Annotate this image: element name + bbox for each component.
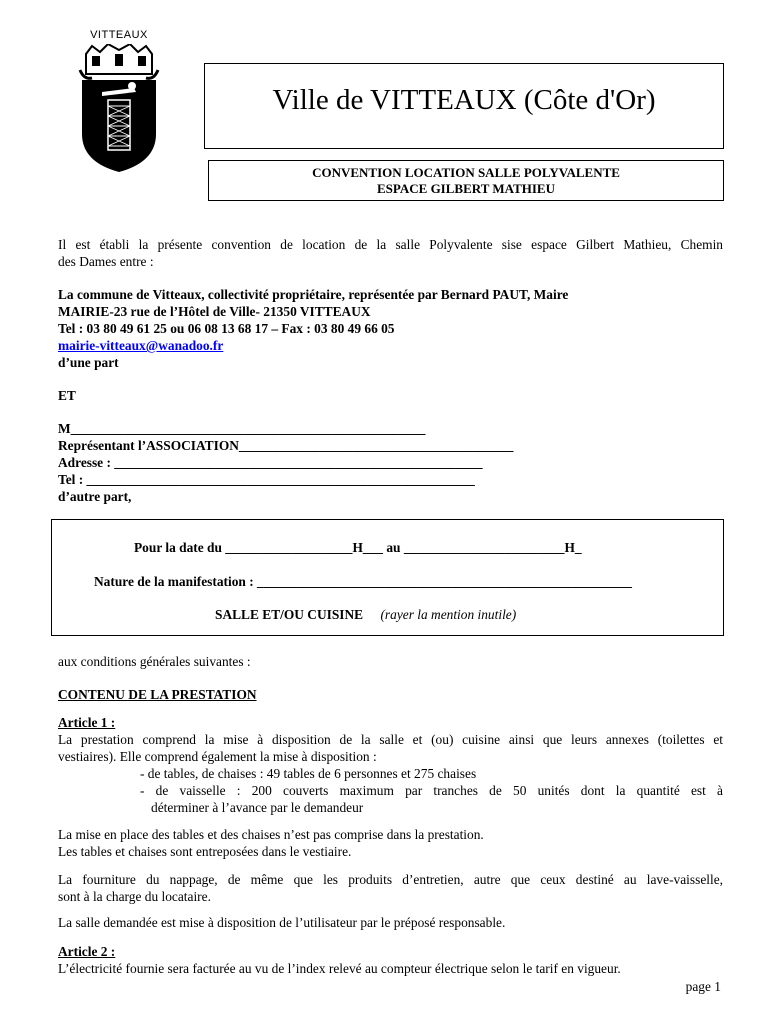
article-1-paragraph-3 <box>58 871 723 905</box>
conditions-text: aux conditions générales suivantes : <box>58 654 251 669</box>
subtitle-line-2: ESPACE GILBERT MATHIEU <box>377 181 555 196</box>
salle-label: SALLE ET/OU CUISINE <box>215 607 364 622</box>
nature-line: Nature de la manifestation : ________________________________________________________ <box>94 574 632 589</box>
bullet-tables: - de tables, de chaises : 49 tables de 6 personnes et 275 chaises <box>140 766 477 781</box>
party2-association-field: Représentant l’ASSOCIATION_________________________________________ <box>58 438 514 453</box>
article-2-line-1: L’électricité fournie sera facturée au vu de l’index relevé au compteur électrique selon le tarif en vigueur. <box>58 961 621 976</box>
intro-line-1: Il est établi la présente convention de location de la salle Polyvalente sise espace Gilbert Mathieu, Chemin <box>58 237 723 252</box>
intro-line-2: des Dames entre : <box>58 254 154 269</box>
date-line: Pour la date du ___________________H___ au ________________________H_ <box>134 540 582 555</box>
article-1-line-1: La prestation comprend la mise à disposition de la salle et (ou) cuisine ainsi que leurs annexes (toilettes et <box>58 732 723 747</box>
title-box <box>204 63 724 149</box>
coat-of-arms-icon <box>72 44 166 174</box>
section-title: CONTENU DE LA PRESTATION <box>58 687 257 702</box>
crest-label: VITTEAUX <box>90 29 148 41</box>
subtitle-line-1: CONVENTION LOCATION SALLE POLYVALENTE <box>312 165 620 180</box>
article-2 <box>58 943 723 977</box>
p2-line-1: La mise en place des tables et des chaises n’est pas comprise dans la prestation. <box>58 827 484 842</box>
email-link[interactable]: mairie-vitteaux@wanadoo.fr <box>58 338 224 353</box>
et-label: ET <box>58 388 76 403</box>
party1-line-5: d’une part <box>58 355 119 370</box>
article-1-line-2: vestiaires). Elle comprend également la mise à disposition : <box>58 749 377 764</box>
bullet-vaisselle: - de vaisselle : 200 couverts maximum par tranches de 50 unités dont la quantité est à <box>140 783 723 798</box>
salle-note: (rayer la mention inutile) <box>380 607 517 622</box>
party1-line-1: La commune de Vitteaux, collectivité propriétaire, représentée par Bernard PAUT, Maire <box>58 287 569 302</box>
article-2-title: Article 2 : <box>58 944 116 959</box>
bullet-vaisselle-cont: déterminer à l’avance par le demandeur <box>151 800 364 815</box>
party1-line-3: Tel : 03 80 49 61 25 ou 06 08 13 68 17 – Fax : 03 80 49 66 05 <box>58 321 395 336</box>
article-1-title: Article 1 : <box>58 715 116 730</box>
page-title: Ville de VITTEAUX (Côte d'Or) <box>272 84 656 116</box>
salle-choice <box>215 606 516 623</box>
party2-tel-field: Tel : __________________________________________________________ <box>58 472 475 487</box>
party-commune <box>58 286 723 371</box>
article-1-bullets <box>140 765 723 816</box>
article-1 <box>58 714 723 765</box>
party1-line-2: MAIRIE-23 rue de l’Hôtel de Ville- 21350 VITTEAUX <box>58 304 371 319</box>
party-association <box>58 420 723 505</box>
p2-line-2: Les tables et chaises sont entreposées dans le vestiaire. <box>58 844 352 859</box>
p3-line-1: La fourniture du nappage, de même que les produits d’entretien, autre que ceux destiné au lave-vaisselle, <box>58 872 723 887</box>
article-1-paragraph-4: La salle demandée est mise à disposition de l’utilisateur par le préposé responsable. <box>58 915 506 930</box>
page-number: page 1 <box>685 979 721 994</box>
party2-address-field: Adresse : _______________________________________________________ <box>58 455 483 470</box>
article-1-paragraph-2 <box>58 826 723 860</box>
p3-line-2: sont à la charge du locataire. <box>58 889 211 904</box>
intro-paragraph <box>58 236 723 270</box>
subtitle-box <box>208 160 724 201</box>
party2-name-field: M_____________________________________________________ <box>58 421 426 436</box>
party2-line-5: d’autre part, <box>58 489 132 504</box>
